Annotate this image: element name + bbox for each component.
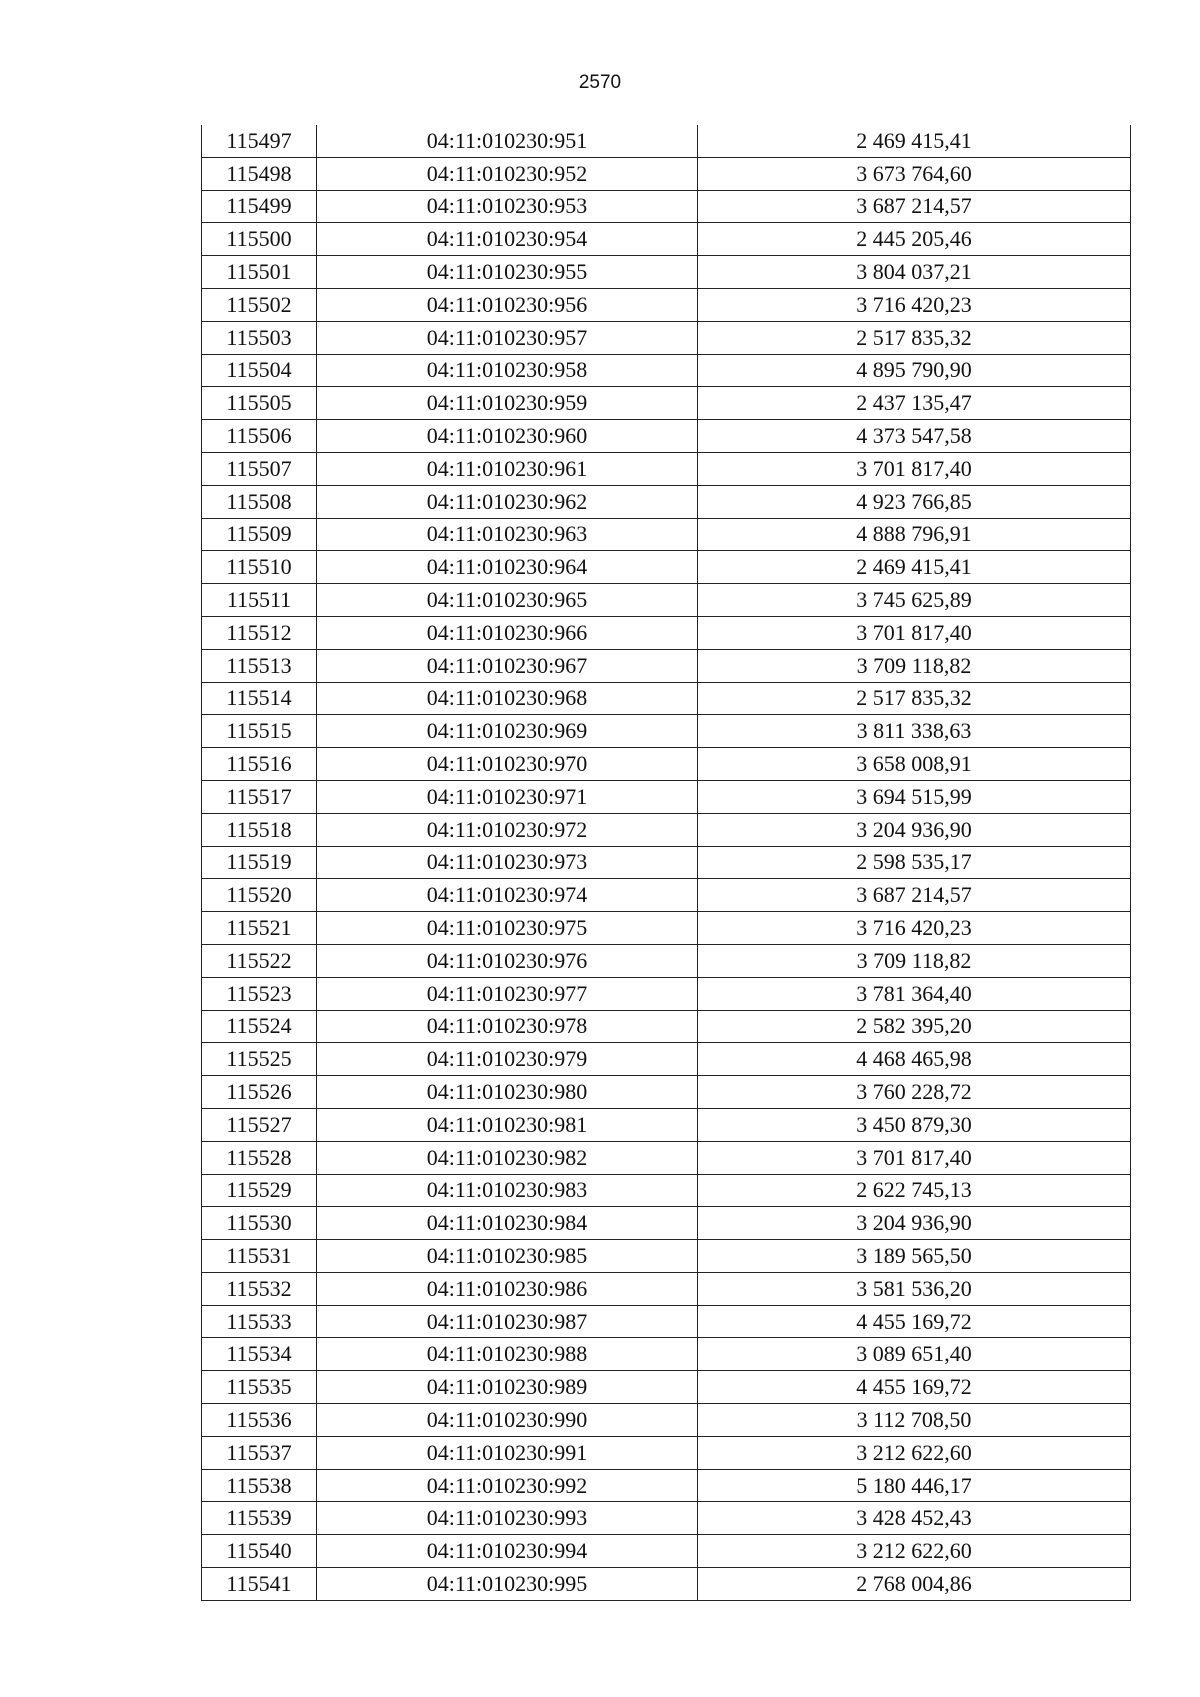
cadastral-number-cell: 04:11:010230:979 (317, 1043, 698, 1076)
value-cell: 4 373 547,58 (698, 420, 1131, 453)
row-number-cell: 115522 (202, 944, 317, 977)
table-row (202, 1371, 1131, 1404)
value-cell: 3 204 936,90 (698, 1207, 1131, 1240)
cadastral-number-cell: 04:11:010230:986 (317, 1272, 698, 1305)
cadastral-number-cell: 04:11:010230:973 (317, 846, 698, 879)
row-number-cell: 115502 (202, 288, 317, 321)
page-number: 2570 (578, 72, 622, 93)
value-cell: 3 450 879,30 (698, 1108, 1131, 1141)
value-cell: 3 212 622,60 (698, 1436, 1131, 1469)
value-cell: 2 469 415,41 (698, 125, 1131, 157)
value-cell: 4 888 796,91 (698, 518, 1131, 551)
value-cell: 3 658 008,91 (698, 748, 1131, 781)
value-cell: 2 517 835,32 (698, 321, 1131, 354)
cadastral-number-cell: 04:11:010230:972 (317, 813, 698, 846)
table-row (202, 1305, 1131, 1338)
row-number-cell: 115509 (202, 518, 317, 551)
value-cell: 3 694 515,99 (698, 780, 1131, 813)
table-row (202, 1076, 1131, 1109)
value-cell: 3 581 536,20 (698, 1272, 1131, 1305)
cadastral-number-cell: 04:11:010230:982 (317, 1141, 698, 1174)
cadastral-number-cell: 04:11:010230:961 (317, 452, 698, 485)
row-number-cell: 115512 (202, 616, 317, 649)
table-row (202, 1502, 1131, 1535)
table-row (202, 387, 1131, 420)
row-number-cell: 115514 (202, 682, 317, 715)
value-cell: 2 517 835,32 (698, 682, 1131, 715)
cadastral-number-cell: 04:11:010230:963 (317, 518, 698, 551)
table-row (202, 420, 1131, 453)
table-row (202, 321, 1131, 354)
table-row (202, 1174, 1131, 1207)
row-number-cell: 115532 (202, 1272, 317, 1305)
table-row (202, 256, 1131, 289)
table-row (202, 1207, 1131, 1240)
row-number-cell: 115519 (202, 846, 317, 879)
cadastral-number-cell: 04:11:010230:966 (317, 616, 698, 649)
cadastral-number-cell: 04:11:010230:962 (317, 485, 698, 518)
cadastral-number-cell: 04:11:010230:957 (317, 321, 698, 354)
cadastral-number-cell: 04:11:010230:984 (317, 1207, 698, 1240)
value-cell: 3 716 420,23 (698, 288, 1131, 321)
table-row (202, 1108, 1131, 1141)
value-cell: 3 687 214,57 (698, 190, 1131, 223)
table-row (202, 485, 1131, 518)
row-number-cell: 115497 (202, 125, 317, 157)
row-number-cell: 115518 (202, 813, 317, 846)
cadastral-number-cell: 04:11:010230:955 (317, 256, 698, 289)
row-number-cell: 115526 (202, 1076, 317, 1109)
row-number-cell: 115534 (202, 1338, 317, 1371)
row-number-cell: 115523 (202, 977, 317, 1010)
row-number-cell: 115537 (202, 1436, 317, 1469)
value-cell: 2 598 535,17 (698, 846, 1131, 879)
cadastral-number-cell: 04:11:010230:959 (317, 387, 698, 420)
row-number-cell: 115525 (202, 1043, 317, 1076)
row-number-cell: 115535 (202, 1371, 317, 1404)
table-row (202, 190, 1131, 223)
cadastral-number-cell: 04:11:010230:956 (317, 288, 698, 321)
value-cell: 3 709 118,82 (698, 944, 1131, 977)
cadastral-number-cell: 04:11:010230:981 (317, 1108, 698, 1141)
value-cell: 2 768 004,86 (698, 1568, 1131, 1601)
table-row (202, 288, 1131, 321)
row-number-cell: 115540 (202, 1535, 317, 1568)
row-number-cell: 115517 (202, 780, 317, 813)
row-number-cell: 115533 (202, 1305, 317, 1338)
cadastral-number-cell: 04:11:010230:991 (317, 1436, 698, 1469)
row-number-cell: 115529 (202, 1174, 317, 1207)
row-number-cell: 115527 (202, 1108, 317, 1141)
value-cell: 4 455 169,72 (698, 1305, 1131, 1338)
row-number-cell: 115505 (202, 387, 317, 420)
row-number-cell: 115538 (202, 1469, 317, 1502)
data-table-container (201, 125, 1130, 1601)
value-cell: 4 923 766,85 (698, 485, 1131, 518)
value-cell: 2 437 135,47 (698, 387, 1131, 420)
table-row (202, 223, 1131, 256)
row-number-cell: 115513 (202, 649, 317, 682)
cadastral-number-cell: 04:11:010230:983 (317, 1174, 698, 1207)
table-row (202, 649, 1131, 682)
row-number-cell: 115499 (202, 190, 317, 223)
value-cell: 3 716 420,23 (698, 912, 1131, 945)
cadastral-number-cell: 04:11:010230:970 (317, 748, 698, 781)
value-cell: 3 811 338,63 (698, 715, 1131, 748)
table-row (202, 1010, 1131, 1043)
row-number-cell: 115531 (202, 1240, 317, 1273)
value-cell: 5 180 446,17 (698, 1469, 1131, 1502)
cadastral-number-cell: 04:11:010230:990 (317, 1404, 698, 1437)
value-cell: 2 582 395,20 (698, 1010, 1131, 1043)
value-cell: 3 089 651,40 (698, 1338, 1131, 1371)
row-number-cell: 115524 (202, 1010, 317, 1043)
table-row (202, 846, 1131, 879)
row-number-cell: 115541 (202, 1568, 317, 1601)
row-number-cell: 115516 (202, 748, 317, 781)
cadastral-number-cell: 04:11:010230:994 (317, 1535, 698, 1568)
table-row (202, 1469, 1131, 1502)
cadastral-number-cell: 04:11:010230:993 (317, 1502, 698, 1535)
value-cell: 3 760 228,72 (698, 1076, 1131, 1109)
value-cell: 4 455 169,72 (698, 1371, 1131, 1404)
row-number-cell: 115510 (202, 551, 317, 584)
value-cell: 3 204 936,90 (698, 813, 1131, 846)
cadastral-number-cell: 04:11:010230:960 (317, 420, 698, 453)
table-row (202, 551, 1131, 584)
row-number-cell: 115515 (202, 715, 317, 748)
cadastral-number-cell: 04:11:010230:995 (317, 1568, 698, 1601)
cadastral-number-cell: 04:11:010230:978 (317, 1010, 698, 1043)
table-row (202, 715, 1131, 748)
table-row (202, 1141, 1131, 1174)
table-row (202, 157, 1131, 190)
row-number-cell: 115528 (202, 1141, 317, 1174)
cadastral-number-cell: 04:11:010230:967 (317, 649, 698, 682)
value-cell: 4 468 465,98 (698, 1043, 1131, 1076)
row-number-cell: 115521 (202, 912, 317, 945)
value-cell: 3 701 817,40 (698, 616, 1131, 649)
cadastral-number-cell: 04:11:010230:980 (317, 1076, 698, 1109)
row-number-cell: 115507 (202, 452, 317, 485)
value-cell: 3 804 037,21 (698, 256, 1131, 289)
row-number-cell: 115500 (202, 223, 317, 256)
value-cell: 3 701 817,40 (698, 1141, 1131, 1174)
cadastral-number-cell: 04:11:010230:975 (317, 912, 698, 945)
row-number-cell: 115520 (202, 879, 317, 912)
cadastral-number-cell: 04:11:010230:988 (317, 1338, 698, 1371)
value-cell: 3 781 364,40 (698, 977, 1131, 1010)
value-cell: 3 701 817,40 (698, 452, 1131, 485)
value-cell: 3 189 565,50 (698, 1240, 1131, 1273)
table-body (202, 125, 1131, 1600)
cadastral-number-cell: 04:11:010230:953 (317, 190, 698, 223)
row-number-cell: 115503 (202, 321, 317, 354)
cadastral-number-cell: 04:11:010230:958 (317, 354, 698, 387)
value-cell: 3 212 622,60 (698, 1535, 1131, 1568)
table-row (202, 1568, 1131, 1601)
value-cell: 3 673 764,60 (698, 157, 1131, 190)
table-row (202, 1338, 1131, 1371)
data-table (201, 125, 1131, 1601)
table-row (202, 1272, 1131, 1305)
row-number-cell: 115501 (202, 256, 317, 289)
value-cell: 3 687 214,57 (698, 879, 1131, 912)
row-number-cell: 115506 (202, 420, 317, 453)
value-cell: 3 112 708,50 (698, 1404, 1131, 1437)
cadastral-number-cell: 04:11:010230:951 (317, 125, 698, 157)
table-row (202, 912, 1131, 945)
row-number-cell: 115511 (202, 584, 317, 617)
table-row (202, 1043, 1131, 1076)
cadastral-number-cell: 04:11:010230:989 (317, 1371, 698, 1404)
value-cell: 2 622 745,13 (698, 1174, 1131, 1207)
table-row (202, 879, 1131, 912)
table-row (202, 977, 1131, 1010)
cadastral-number-cell: 04:11:010230:965 (317, 584, 698, 617)
row-number-cell: 115530 (202, 1207, 317, 1240)
cadastral-number-cell: 04:11:010230:954 (317, 223, 698, 256)
table-row (202, 616, 1131, 649)
row-number-cell: 115539 (202, 1502, 317, 1535)
value-cell: 4 895 790,90 (698, 354, 1131, 387)
row-number-cell: 115504 (202, 354, 317, 387)
table-row (202, 1436, 1131, 1469)
table-row (202, 1404, 1131, 1437)
cadastral-number-cell: 04:11:010230:976 (317, 944, 698, 977)
value-cell: 2 469 415,41 (698, 551, 1131, 584)
cadastral-number-cell: 04:11:010230:987 (317, 1305, 698, 1338)
cadastral-number-cell: 04:11:010230:969 (317, 715, 698, 748)
table-row (202, 125, 1131, 157)
cadastral-number-cell: 04:11:010230:952 (317, 157, 698, 190)
table-row (202, 682, 1131, 715)
row-number-cell: 115498 (202, 157, 317, 190)
table-row (202, 748, 1131, 781)
value-cell: 3 745 625,89 (698, 584, 1131, 617)
value-cell: 3 709 118,82 (698, 649, 1131, 682)
cadastral-number-cell: 04:11:010230:992 (317, 1469, 698, 1502)
cadastral-number-cell: 04:11:010230:971 (317, 780, 698, 813)
table-row (202, 518, 1131, 551)
row-number-cell: 115508 (202, 485, 317, 518)
table-row (202, 452, 1131, 485)
cadastral-number-cell: 04:11:010230:968 (317, 682, 698, 715)
table-row (202, 780, 1131, 813)
row-number-cell: 115536 (202, 1404, 317, 1437)
table-row (202, 584, 1131, 617)
table-row (202, 1535, 1131, 1568)
table-row (202, 813, 1131, 846)
cadastral-number-cell: 04:11:010230:985 (317, 1240, 698, 1273)
value-cell: 2 445 205,46 (698, 223, 1131, 256)
table-row (202, 1240, 1131, 1273)
table-row (202, 354, 1131, 387)
table-row (202, 944, 1131, 977)
value-cell: 3 428 452,43 (698, 1502, 1131, 1535)
cadastral-number-cell: 04:11:010230:964 (317, 551, 698, 584)
cadastral-number-cell: 04:11:010230:974 (317, 879, 698, 912)
cadastral-number-cell: 04:11:010230:977 (317, 977, 698, 1010)
